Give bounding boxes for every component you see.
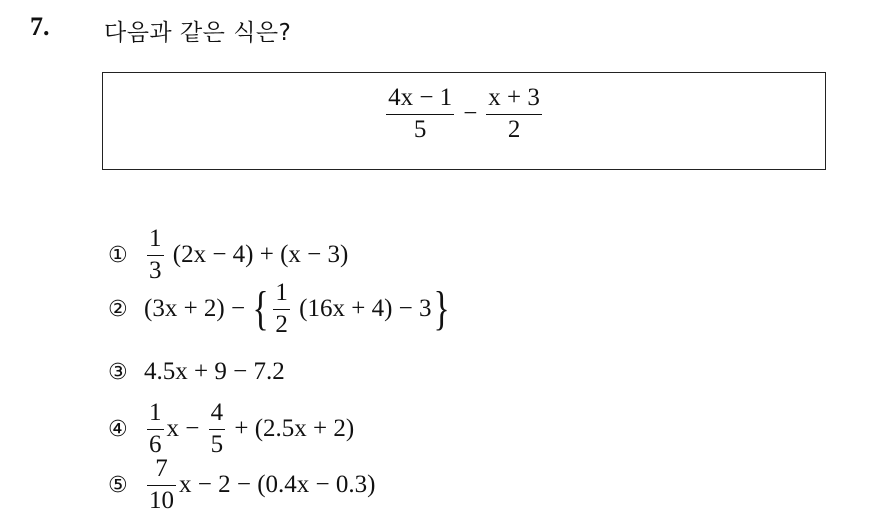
option-4-mark: ④ [108, 416, 128, 442]
option-1-mark: ① [108, 242, 128, 268]
given-fraction-1 [386, 85, 454, 144]
option-4-denominator-2: 5 [210, 431, 224, 459]
question-prompt: 다음과 같은 식은? [104, 20, 292, 46]
option-5-text: x − 2 − (0.4x − 0.3) [179, 471, 376, 499]
option-4-fraction-1 [147, 400, 164, 459]
option-2-numerator: 1 [275, 279, 288, 306]
option-5-denominator: 10 [149, 487, 174, 515]
option-4-numerator-1: 1 [149, 399, 162, 426]
fraction-bar [147, 255, 164, 256]
option-1-numerator: 1 [149, 225, 162, 252]
option-4-numerator-2: 4 [210, 399, 224, 426]
option-1[interactable] [108, 226, 348, 285]
fraction-bar [386, 114, 454, 115]
option-5-fraction [147, 456, 176, 515]
option-3[interactable] [108, 358, 285, 386]
option-2-mark: ② [108, 296, 128, 322]
given-expression-box [102, 72, 826, 170]
given-fraction-1-denominator: 5 [413, 116, 427, 144]
given-operator: − [463, 100, 478, 128]
given-expression [103, 85, 825, 144]
option-5-numerator: 7 [155, 455, 168, 482]
option-3-mark: ③ [108, 359, 128, 385]
option-5-mark: ⑤ [108, 472, 128, 498]
option-1-text: (2x − 4) + (x − 3) [166, 241, 349, 269]
option-2-denominator: 2 [275, 311, 288, 339]
option-4[interactable] [108, 400, 354, 459]
option-2-inner: (16x + 4) − 3 [292, 295, 432, 323]
option-1-fraction [147, 226, 164, 285]
option-3-text: 4.5x + 9 − 7.2 [144, 358, 285, 385]
fraction-bar [209, 429, 226, 430]
given-fraction-1-numerator: 4x − 1 [388, 84, 453, 111]
fraction-bar [273, 309, 290, 310]
option-4-mid: x − [166, 415, 206, 443]
option-2-fraction [273, 280, 290, 339]
fraction-bar [147, 485, 176, 486]
option-2-prefix: (3x + 2) − [144, 295, 252, 323]
option-5[interactable] [108, 456, 375, 515]
question-number: 7. [30, 12, 50, 41]
given-fraction-2 [486, 85, 542, 144]
fraction-bar [147, 429, 164, 430]
given-fraction-2-numerator: x + 3 [488, 84, 540, 111]
option-2[interactable] [108, 280, 451, 339]
option-4-fraction-2 [209, 400, 226, 459]
given-fraction-2-denominator: 2 [507, 116, 521, 144]
option-4-denominator-1: 6 [149, 431, 162, 459]
option-4-text: + (2.5x + 2) [228, 415, 355, 443]
right-brace: } [432, 282, 450, 336]
fraction-bar [486, 114, 542, 115]
option-1-denominator: 3 [149, 257, 162, 285]
left-brace: { [252, 282, 269, 336]
